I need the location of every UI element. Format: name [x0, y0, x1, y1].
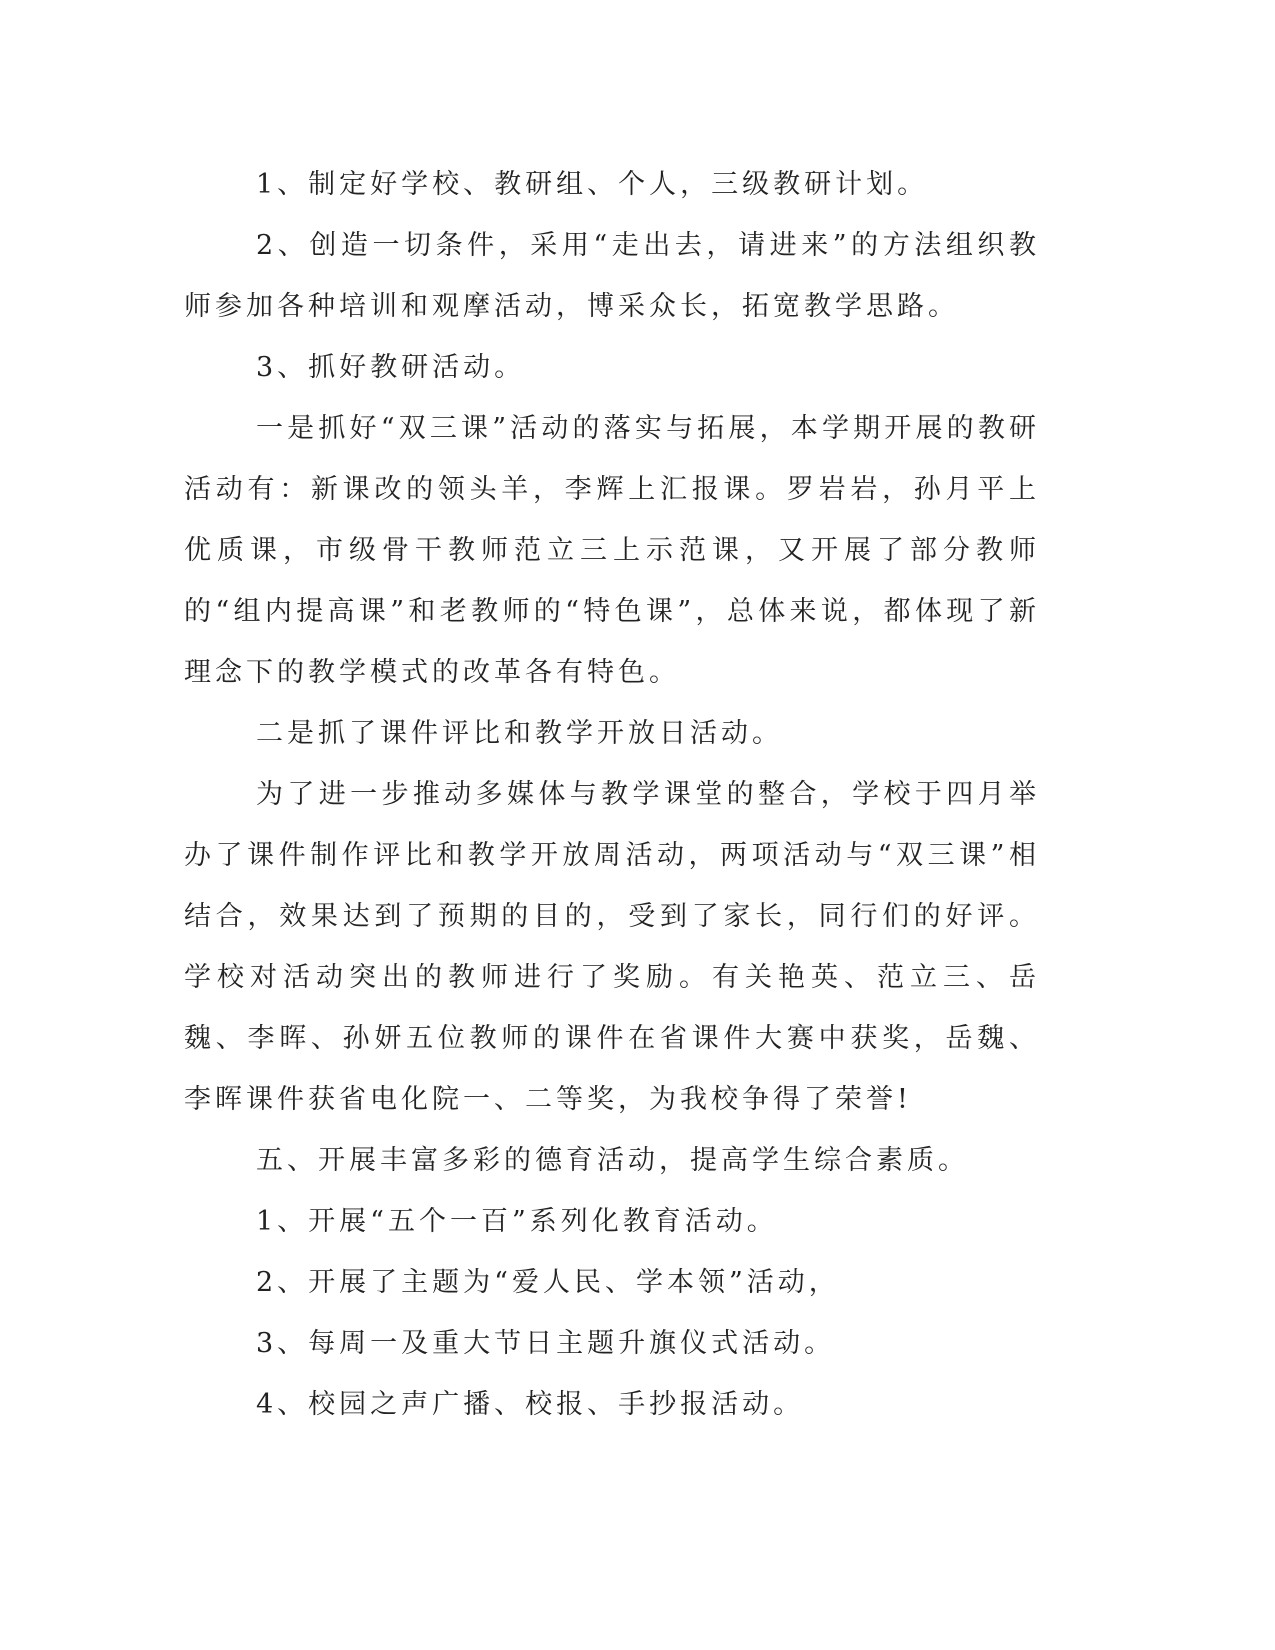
paragraph-multimedia-integration: 为了进一步推动多媒体与教学课堂的整合，学校于四月举办了课件制作评比和教学开放周活动，两项活动与“双三课”相结合，效果达到了预期的目的，受到了家长，同行们的好评。学校对活动突出的教师进行了奖励。有关艳英、范立三、岳魏、李晖、孙妍五位教师的课件在省课件大赛中获奖，岳魏、李晖课件获省电化院一、二等奖，为我校争得了荣誉! — [184, 779, 1040, 1115]
paragraph-moral-education-heading: 五、开展丰富多彩的德育活动，提高学生综合素质。 — [256, 1145, 969, 1176]
paragraph-love-people: 2、开展了主题为“爱人民、学本领”活动， — [256, 1267, 840, 1298]
paragraph-campus-broadcast: 4、校园之声广播、校报、手抄报活动。 — [256, 1389, 805, 1420]
paragraph-five-hundreds: 1、开展“五个一百”系列化教育活动。 — [256, 1206, 778, 1237]
paragraph-research: 3、抓好教研活动。 — [256, 352, 526, 383]
paragraph-double-three-lessons: 一是抓好“双三课”活动的落实与拓展，本学期开展的教研活动有：新课改的领头羊，李辉上汇报课。罗岩岩，孙月平上优质课，市级骨干教师范立三上示范课，又开展了部分教师的“组内提高课”和老教师的“特色课”，总体来说，都体现了新理念下的教学模式的改革各有特色。 — [184, 413, 1040, 688]
paragraph-training: 2、创造一切条件，采用“走出去，请进来”的方法组织教师参加各种培训和观摩活动，博采众长，拓宽教学思路。 — [184, 230, 1040, 322]
document-body — [184, 154, 1040, 1435]
paragraph-flag-raising: 3、每周一及重大节日主题升旗仪式活动。 — [256, 1328, 836, 1359]
paragraph-plan: 1、制定好学校、教研组、个人，三级教研计划。 — [256, 169, 929, 200]
paragraph-courseware-open-day: 二是抓了课件评比和教学开放日活动。 — [256, 718, 783, 749]
